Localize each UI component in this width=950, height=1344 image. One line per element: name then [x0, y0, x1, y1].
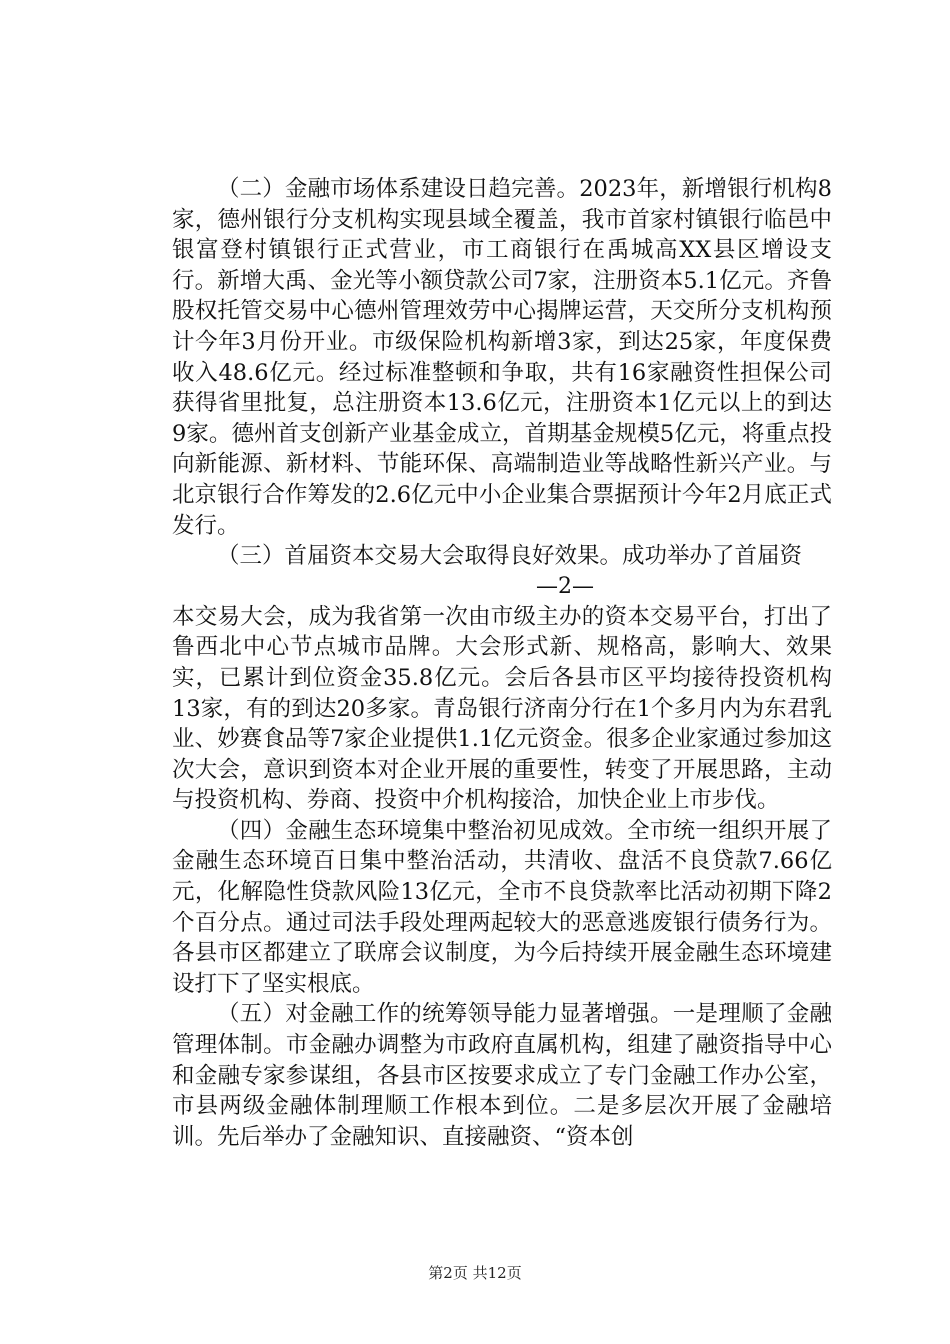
paragraph-financial-market: （二）金融市场体系建设日趋完善。2023年，新增银行机构8家，德州银行分支机构实现县域全覆盖，我市首家村镇银行临邑中银富登村镇银行正式营业，市工商银行在禹城高XX县区增设支行。新增大禹、金光等小额贷款公司7家，注册资本5.1亿元。齐鲁股权托管交易中心德州管理效劳中心揭牌运营，天交所分支机构预计今年3月份开业。市级保险机构新增3家，到达25家，年度保费收入48.6亿元。经过标准整顿和争取，共有16家融资性担保公司获得省里批复，总注册资本13.6亿元，注册资本1亿元以上的到达9家。德州首支创新产业基金成立，首期基金规模5亿元，将重点投向新能源、新材料、节能环保、高端制造业等战略性新兴产业。与北京银行合作筹发的2.6亿元中小企业集合票据预计今年2月底正式发行。: [172, 176, 832, 539]
page-marker: —2—: [536, 573, 594, 599]
document-body: [172, 174, 832, 1152]
paragraph-continuation: 本交易大会，成为我省第一次由市级主办的资本交易平台，打出了鲁西北中心节点城市品牌。大会形式新、规格高，影响大、效果实，已累计到位资金35.8亿元。会后各县市区平均接待投资机构13家，有的到达20多家。青岛银行济南分行在1个多月内为东君乳业、妙赛食品等7家企业提供1.1亿元资金。很多企业家通过参加这次大会，意识到资本对企业开展的重要性，转变了开展思路，主动与投资机构、券商、投资中介机构接洽，加快企业上市步伐。: [172, 603, 832, 814]
paragraph-capital-conference: （三）首届资本交易大会取得良好效果。成功举办了首届资: [217, 543, 803, 570]
paragraph-leadership: （五）对金融工作的统筹领导能力显著增强。一是理顺了金融管理体制。市金融办调整为市政府直属机构，组建了融资指导中心和金融专家参谋组，各县市区按要求成立了专门金融工作办公室，市县两级金融体制理顺工作根本到位。二是多层次开展了金融培训。先后举办了金融知识、直接融资、“资本创: [172, 1001, 832, 1150]
paragraph-financial-ecology: （四）金融生态环境集中整治初见成效。全市统一组织开展了金融生态环境百日集中整治活动，共清收、盘活不良贷款7.66亿元，化解隐性贷款风险13亿元，全市不良贷款率比活动初期下降2个百分点。通过司法手段处理两起较大的恶意逃废银行债务行为。各县市区都建立了联席会议制度，为今后持续开展金融生态环境建设打下了坚实根底。: [172, 817, 832, 997]
page-footer: 第2页 共12页: [428, 1264, 522, 1282]
